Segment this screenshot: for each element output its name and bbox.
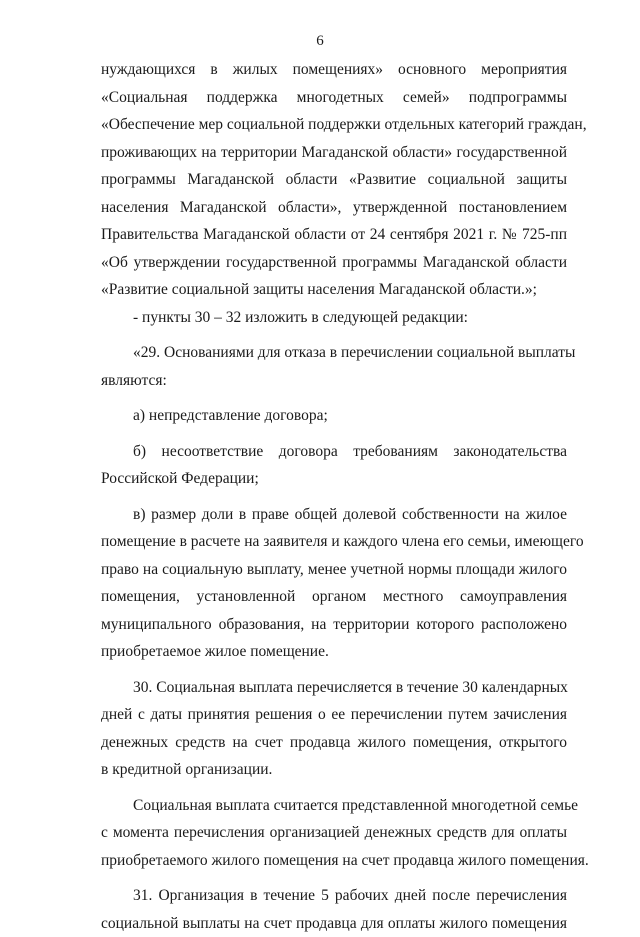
- text-line: Социальная выплата считается представленной многодетной семье: [101, 792, 567, 820]
- text-line: приобретаемое жилое помещение.: [101, 638, 567, 666]
- text-line: муниципального образования, на территории которого расположено: [101, 611, 567, 639]
- text-line: помещение в расчете на заявителя и каждого члена его семьи, имеющего: [101, 528, 567, 556]
- text-line: проживающих на территории Магаданской области» государственной: [101, 139, 567, 167]
- text-line: «Обеспечение мер социальной поддержки отдельных категорий граждан,: [101, 111, 567, 139]
- document-body: [101, 56, 567, 937]
- text-line: нуждающихся в жилых помещениях» основного мероприятия: [101, 56, 567, 84]
- page-number: 6: [0, 33, 640, 50]
- text-line: б) несоответствие договора требованиям законодательства: [101, 438, 567, 466]
- text-line: «29. Основаниями для отказа в перечислении социальной выплаты: [101, 339, 567, 367]
- text-line: а) непредставление договора;: [101, 402, 567, 430]
- text-line: дней с даты принятия решения о ее перечислении путем зачисления: [101, 701, 567, 729]
- text-line: - пункты 30 – 32 изложить в следующей редакции:: [101, 304, 567, 332]
- text-line: приобретаемого жилого помещения на счет продавца жилого помещения.: [101, 847, 567, 875]
- text-line: в кредитной организации.: [101, 756, 567, 784]
- text-line: помещения, установленной органом местного самоуправления: [101, 583, 567, 611]
- text-line: являются:: [101, 367, 567, 395]
- text-line: программы Магаданской области «Развитие социальной защиты: [101, 166, 567, 194]
- text-line: с момента перечисления организацией денежных средств для оплаты: [101, 819, 567, 847]
- text-line: Правительства Магаданской области от 24 сентября 2021 г. № 725-пп: [101, 221, 567, 249]
- text-line: Российской Федерации;: [101, 465, 567, 493]
- text-line: в) размер доли в праве общей долевой собственности на жилое: [101, 501, 567, 529]
- text-line: «Об утверждении государственной программы Магаданской области: [101, 249, 567, 277]
- text-line: 31. Организация в течение 5 рабочих дней после перечисления: [101, 882, 567, 910]
- text-line: социальной выплаты на счет продавца для оплаты жилого помещения: [101, 910, 567, 937]
- text-line: населения Магаданской области», утвержденной постановлением: [101, 194, 567, 222]
- text-line: денежных средств на счет продавца жилого помещения, открытого: [101, 729, 567, 757]
- text-line: право на социальную выплату, менее учетной нормы площади жилого: [101, 556, 567, 584]
- text-line: «Социальная поддержка многодетных семей» подпрограммы: [101, 84, 567, 112]
- text-line: «Развитие социальной защиты населения Магаданской области.»;: [101, 276, 567, 304]
- text-line: 30. Социальная выплата перечисляется в течение 30 календарных: [101, 674, 567, 702]
